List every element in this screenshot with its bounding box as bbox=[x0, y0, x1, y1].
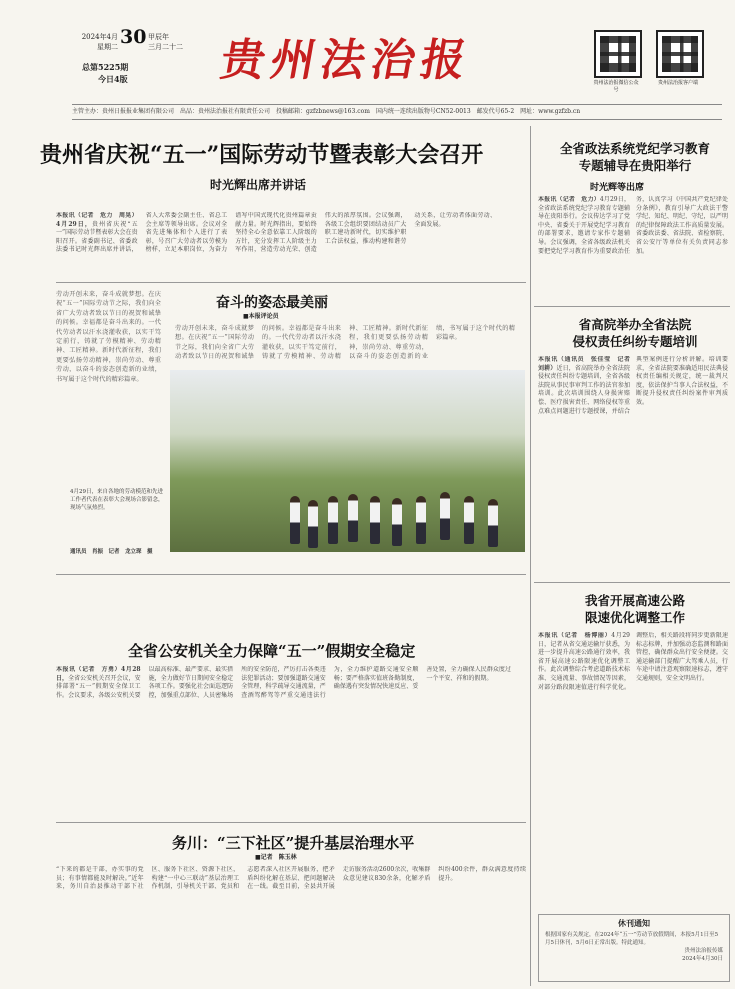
photo-figure bbox=[440, 492, 450, 540]
lunar-year: 甲辰年 bbox=[148, 33, 169, 41]
divider bbox=[56, 282, 526, 283]
notice-title: 休刊通知 bbox=[618, 918, 650, 928]
right3-headline[interactable]: 我省开展高速公路 限速优化调整工作 bbox=[584, 593, 685, 625]
right1-text: 4月29日，全省政法系统党纪学习教育专题辅导在贵阳举行。会议传达学习了党中央、省委关于开展党纪学习教育的部署要求，邀请专家作专题辅导。会议强调，全省各级政法机关要把党纪学习教育作为重要政治任务，认真学习《中国共产党纪律处分条例》，教育引导广大政法干警学纪、知纪、明纪、守纪，以严明的纪律保障政法工作高质量发展。省委政法委、省法院、省检察院、省公安厅等单位有关负责同志参加。 bbox=[538, 196, 728, 255]
right3-byline: 本报讯（记者 杨博丽） bbox=[538, 632, 612, 639]
right2-text: 近日，省高院举办全省法院侵权责任纠纷专题培训，全省各级法院从事民事审判工作的法官参加培训。此次培训围绕人身损害赔偿、医疗损害责任、网络侵权等重点难点问题进行专题授课，并结合典型案例进行分析讲解。培训要求，全省法院要准确适用民法典侵权责任编相关规定，统一裁判尺度，依法保护当事人合法权益，不断提升侵权责任纠纷案件审判质效。 bbox=[538, 356, 728, 415]
lead-body bbox=[56, 212, 496, 276]
photo-figure bbox=[392, 498, 402, 546]
photo-figure bbox=[348, 494, 358, 542]
publication-info-bar: 主管主办：贵州日报报业集团有限公司 出品：贵州法治报社有限责任公司 投稿邮箱：gzfzbnews@163.com 国内统一连续出版物号CN52-0013 邮发代号65-2 网址：www.gzfzb.cn bbox=[72, 104, 722, 120]
right1-headline[interactable]: 全省政法系统党纪学习教育 专题辅导在贵阳举行 bbox=[559, 141, 710, 173]
photo-figure bbox=[328, 496, 338, 544]
photo-figure bbox=[308, 500, 318, 548]
qr-label-app: 贵州法治报客户端 bbox=[657, 80, 698, 86]
police-body bbox=[56, 666, 511, 816]
divider bbox=[534, 582, 730, 583]
right3-text: 4月29日，记者从省交通运输厅获悉，为进一步提升高速公路通行效率，我省开展高速公路限速优化调整工作。此次调整综合考虑道路技术标准、交通流量、事故情况等因素，对部分路段限速值进行科学优化。调整后，相关路段将同步更新限速标志标牌，并加强动态监测和路面管控，确保群众出行安全便捷。交通运输部门提醒广大驾乘人员，行车途中请注意观察限速标志，遵守交通规则，安全文明出行。 bbox=[538, 632, 728, 691]
lunar-date: 三月二十二 bbox=[148, 43, 183, 51]
police-text: 全省公安机关召开会议，安排部署“五一”假期安全保卫工作。会议要求，各级公安机关要以最高标准、最严要求、最实措施，全力做好节日期间安全稳定各项工作。要强化社会面巡逻防控，加强重点部位、人员密集场所的安全防范，严厉打击各类违法犯罪活动；要加强道路交通安全管理，科学疏导交通流量，严查酒驾醉驾等严重交通违法行为，全力维护道路交通安全顺畅；要严格落实值班备勤制度，确保遇有突发情况快速反应、妥善处置，全力确保人民群众度过一个平安、祥和的假期。 bbox=[56, 666, 511, 699]
newspaper-title: 贵州法治报 bbox=[216, 35, 476, 86]
community-text: “下来的都是干部，办实事的党员；有事情都能及时解决。”近年来，务川自治县推动干部下社区、服务下社区、资源下社区，构建“一中心三联动”基层治理工作机制，引导机关干部、党员和志愿者深入社区开展服务，把矛盾纠纷化解在基层、把问题解决在一线。截至目前，全县共开展走访服务活动2600余次，收集群众意见建议830余条，化解矛盾纠纷400余件，群众满意度持续提升。 bbox=[56, 866, 526, 891]
lead-headline[interactable]: 贵州省庆祝“五一”国际劳动节暨表彰大会召开 bbox=[40, 142, 484, 168]
photo-credit: 通讯员 肖振 记者 龙立琛 摄 bbox=[70, 549, 153, 555]
divider bbox=[56, 574, 526, 575]
issue-weekday: 星期二 bbox=[97, 43, 118, 51]
community-byline: ■记者 陈玉林 bbox=[255, 854, 297, 861]
commentary-text-cont: 劳动开创未来，奋斗成就梦想。在庆祝“五一”国际劳动节之际，我们向全省广大劳动者致以节日的祝贺和诚挚的问候。幸福都是奋斗出来的。一代代劳动者以汗水浇灌收获，以实干笃定前行，铸就了劳模精神、劳动精神、工匠精神。新时代新征程，我们更要弘扬劳动精神，崇尚劳动、尊重劳动，以奋斗的姿态创造新的业绩，书写属于这个时代的精彩篇章。 bbox=[175, 325, 515, 361]
total-issue: 总第5225期 bbox=[82, 62, 129, 72]
divider bbox=[534, 306, 730, 307]
notice-date: 2024年4月30日 bbox=[682, 956, 723, 962]
divider bbox=[56, 822, 526, 823]
right1-subhead: 时光辉等出席 bbox=[590, 183, 645, 193]
notice-box bbox=[538, 914, 730, 982]
commentary-byline: ■本报评论员 bbox=[243, 313, 279, 320]
right2-headline[interactable]: 省高院举办全省法院 侵权责任纠纷专题培训 bbox=[572, 317, 698, 349]
qr-code-icon[interactable] bbox=[656, 30, 704, 78]
right2-byline: 本报讯（通讯员 张佳莹 记者 刘耕） bbox=[538, 356, 637, 372]
community-headline[interactable]: 务川：“三下社区”提升基层治理水平 bbox=[172, 834, 415, 852]
notice-body: 根据国家有关规定，在2024年“五一”劳动节放假期间，本报5月1日至5月5日休刊，5月6日正常出版。特此通知。 bbox=[545, 932, 719, 946]
police-headline[interactable]: 全省公安机关全力保障“五一”假期安全稳定 bbox=[128, 642, 416, 660]
right2-body bbox=[538, 356, 728, 556]
commentary-text: 劳动开创未来，奋斗成就梦想。在庆祝“五一”国际劳动节之际，我们向全省广大劳动者致以节日的祝贺和诚挚的问候。幸福都是奋斗出来的。一代代劳动者以汗水浇灌收获，以实干笃定前行，铸就了劳模精神、劳动精神、工匠精神。新时代新征程，我们更要弘扬劳动精神，崇尚劳动、尊重劳动，以奋斗的姿态创造新的业绩，书写属于这个时代的精彩篇章。 bbox=[56, 291, 161, 383]
commentary-left-column bbox=[56, 290, 161, 480]
commentary-body bbox=[175, 324, 515, 364]
right1-byline: 本报讯（记者 危力） bbox=[538, 196, 600, 203]
police-byline: 本报讯（记者 方勇）4月28日， bbox=[56, 666, 141, 682]
issue-day: 30 bbox=[120, 26, 147, 48]
right3-body bbox=[538, 632, 728, 932]
photo-figure bbox=[488, 499, 498, 547]
lead-text: 贵州省庆祝“五一”国际劳动节暨表彰大会在贵阳召开。省委副书记、省委政法委书记时光辉出席并讲话，省人大常委会副主任、省总工会主席等领导出席。会议对全省先进集体和个人进行了表彰，号召广大劳动者以劳模为榜样，立足本职岗位，为奋力谱写中国式现代化贵州篇章贡献力量。时光辉指出，要始终坚持全心全意依靠工人阶级的方针，充分发挥工人阶级主力军作用，营造劳动光荣、创造伟大的浓厚氛围。会议强调，各级工会组织要团结动员广大职工建功新时代，切实维护职工合法权益，推动构建和谐劳动关系，让劳动者体面劳动、全面发展。 bbox=[56, 212, 496, 254]
news-photo[interactable] bbox=[170, 370, 525, 552]
photo-figure bbox=[370, 496, 380, 544]
community-body bbox=[56, 866, 526, 976]
right1-body bbox=[538, 196, 728, 302]
commentary-headline[interactable]: 奋斗的姿态最美丽 bbox=[216, 295, 328, 311]
masthead-date-block bbox=[72, 28, 222, 90]
photo-figure bbox=[290, 496, 300, 544]
page-count: 今日4版 bbox=[98, 74, 128, 84]
qr-code-icon[interactable] bbox=[594, 30, 642, 78]
qr-label-wechat: 贵州法治报微信公众号 bbox=[593, 80, 639, 93]
photo-figure bbox=[416, 496, 426, 544]
issue-date: 2024年4月 bbox=[81, 33, 118, 41]
notice-signature: 贵州法治报传媒 bbox=[684, 948, 723, 954]
photo-figure bbox=[464, 496, 474, 544]
column-separator bbox=[530, 126, 531, 986]
photo-overlay-caption: 4月29日，来自各地的劳动模范和先进工作者代表在表彰大会现场合影留念，现场气氛热烈。 bbox=[70, 489, 164, 511]
lead-subhead: 时光辉出席并讲话 bbox=[210, 178, 307, 192]
lead-byline: 本报讯（记者 危力 周晃）4月29日， bbox=[56, 212, 138, 228]
